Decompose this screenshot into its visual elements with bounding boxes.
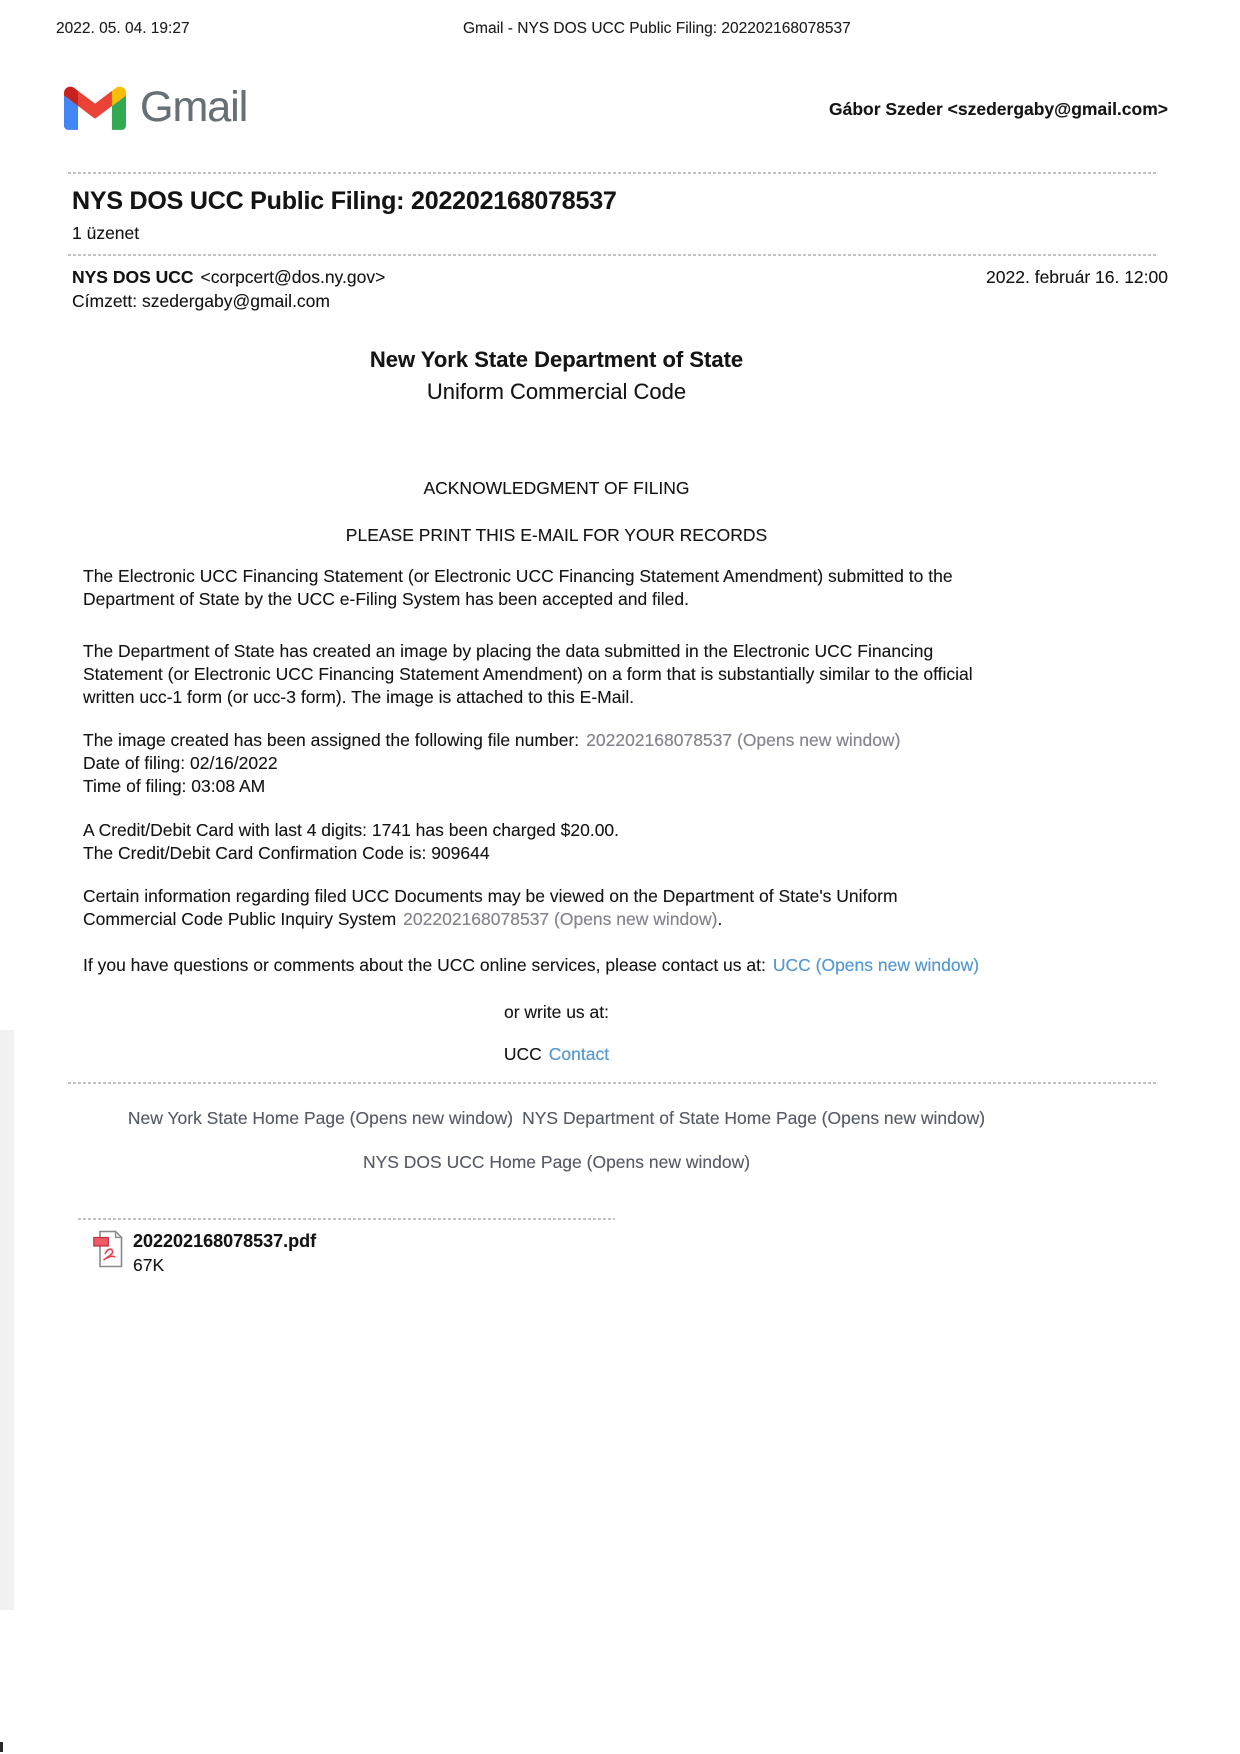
file-number-label: The image created has been assigned the following file number:	[83, 730, 580, 750]
paragraph-line: Certain information regarding filed UCC Documents may be viewed on the Department of State's Uniform	[83, 886, 898, 906]
paragraph-image-created	[83, 640, 1030, 709]
email-subject: NYS DOS UCC Public Filing: 202202168078537	[72, 187, 617, 215]
file-number-link[interactable]: 202202168078537 (Opens new window)	[586, 730, 901, 750]
paragraph-line: The Electronic UCC Financing Statement (or Electronic UCC Financing Statement Amendment) submitted to the	[83, 566, 953, 586]
gmail-logo-icon	[64, 83, 126, 130]
inquiry-file-number-link[interactable]: 202202168078537 (Opens new window)	[403, 909, 718, 929]
ucc-label: UCC	[503, 1044, 542, 1064]
org-title: New York State Department of State	[369, 347, 744, 372]
paragraph-payment	[83, 819, 1030, 865]
paragraph-line: Department of State by the UCC e-Filing System has been accepted and filed.	[83, 589, 690, 609]
ucc-home-page-link[interactable]: NYS DOS UCC Home Page (Opens new window)	[362, 1152, 751, 1172]
paragraph-line: Statement (or Electronic UCC Financing Statement Amendment) on a form that is substantially similar to the official	[83, 664, 973, 684]
paragraph-line	[83, 908, 1030, 931]
inquiry-text: Commercial Code Public Inquiry System	[83, 909, 397, 929]
sender-line	[72, 267, 385, 288]
paragraph-line: The Credit/Debit Card Confirmation Code is: 909644	[83, 843, 490, 863]
inquiry-suffix: .	[717, 909, 723, 929]
paragraph-line: A Credit/Debit Card with last 4 digits: 1741 has been charged $20.00.	[83, 820, 620, 840]
divider	[68, 254, 1158, 256]
contact-link[interactable]: Contact	[548, 1044, 610, 1064]
divider	[78, 1218, 615, 1220]
filing-date: Date of filing: 02/16/2022	[83, 753, 278, 773]
write-us-line: or write us at:	[503, 1002, 610, 1022]
gmail-wordmark: Gmail	[140, 83, 248, 131]
message-date: 2022. február 16. 12:00	[986, 267, 1168, 287]
divider	[68, 172, 1158, 174]
paragraph-line: The Department of State has created an image by placing the data submitted in the Electronic UCC Financing	[83, 641, 934, 661]
sender-name: NYS DOS UCC	[72, 267, 194, 287]
footer-links-row	[83, 1107, 1030, 1130]
message-count: 1 üzenet	[72, 223, 140, 243]
paragraph-contact	[83, 954, 1030, 977]
paragraph-line	[83, 729, 1030, 752]
scan-artifact	[0, 1742, 3, 1752]
divider	[68, 1082, 1158, 1084]
recipient-line: Címzett: szedergaby@gmail.com	[72, 291, 330, 311]
attachment-filename[interactable]: 202202168078537.pdf	[133, 1231, 317, 1251]
nys-home-page-link[interactable]: New York State Home Page (Opens new window)	[127, 1108, 514, 1128]
ucc-contact-line	[83, 1043, 1030, 1066]
print-datetime: 2022. 05. 04. 19:27	[56, 20, 190, 37]
contact-text: If you have questions or comments about the UCC online services, please contact us at:	[83, 955, 766, 975]
org-subtitle: Uniform Commercial Code	[426, 379, 687, 404]
account-owner: Gábor Szeder <szedergaby@gmail.com>	[829, 99, 1168, 119]
paragraph-accepted	[83, 565, 1030, 611]
attachment-size: 67K	[133, 1255, 165, 1275]
sender-email: <corpcert@dos.ny.gov>	[200, 267, 386, 287]
scan-artifact	[0, 1030, 14, 1610]
dos-home-page-link[interactable]: NYS Department of State Home Page (Opens new window)	[522, 1108, 986, 1128]
paragraph-line: written ucc-1 form (or ucc-3 form). The image is attached to this E-Mail.	[83, 687, 635, 707]
pdf-attachment-icon[interactable]	[93, 1230, 123, 1268]
filing-time: Time of filing: 03:08 AM	[83, 776, 266, 796]
print-doc-title: Gmail - NYS DOS UCC Public Filing: 202202168078537	[463, 20, 851, 37]
paragraph-inquiry	[83, 885, 1030, 931]
print-notice: PLEASE PRINT THIS E-MAIL FOR YOUR RECORDS	[345, 525, 768, 545]
paragraph-filing-details	[83, 729, 1030, 798]
acknowledgment-heading: ACKNOWLEDGMENT OF FILING	[423, 478, 690, 498]
ucc-contact-link[interactable]: UCC (Opens new window)	[772, 955, 980, 975]
